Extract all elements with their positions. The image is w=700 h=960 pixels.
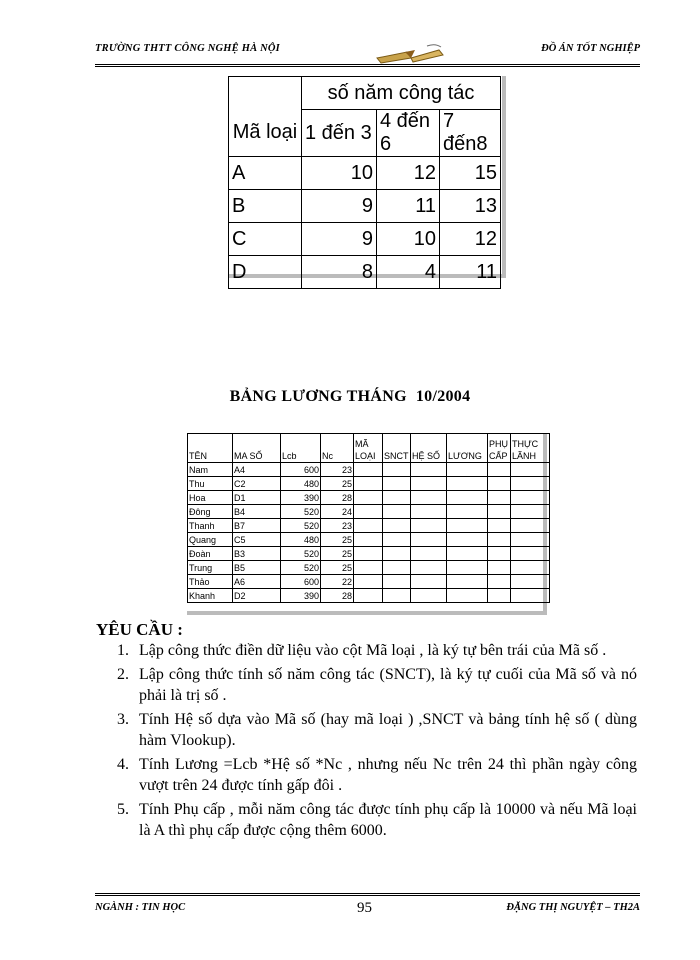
empty-cell: [447, 533, 488, 547]
salary-row: [188, 519, 550, 533]
empty-cell: [354, 561, 383, 575]
salary-lcb: 390: [281, 589, 321, 603]
requirement-text: Tính Hệ số dựa vào Mã số (hay mã loại ) ,SNCT và bảng tính hệ số ( dùng hàm Vlookup).: [139, 711, 637, 749]
salary-nc: 24: [321, 505, 354, 519]
salary-code: B4: [233, 505, 281, 519]
salary-lcb: 600: [281, 463, 321, 477]
empty-cell: [411, 491, 447, 505]
salary-table: [187, 433, 550, 603]
empty-cell: [447, 519, 488, 533]
empty-cell: [383, 589, 411, 603]
salary-name: Trung: [188, 561, 233, 575]
requirement-text: Lập công thức tính số năm công tác (SNCT), là ký tự cuối của Mã số và nó phải là trị số .: [139, 666, 637, 704]
empty-cell: [354, 491, 383, 505]
empty-cell: [354, 463, 383, 477]
empty-cell: [354, 575, 383, 589]
salary-row: [188, 491, 550, 505]
salary-nc: 25: [321, 561, 354, 575]
salary-lcb: 480: [281, 533, 321, 547]
empty-cell: [383, 533, 411, 547]
salary-lcb: 520: [281, 505, 321, 519]
book-icon: [375, 44, 445, 64]
requirement-text: Tính Lương =Lcb *Hệ số *Nc , nhưng nếu Nc trên 24 thì phần ngày công vượt trên 24 được tính gấp đôi .: [139, 756, 637, 794]
footer-divider: [95, 893, 640, 896]
rate-value: 8: [302, 256, 377, 289]
rate-table-col-header: 1 đến 3: [302, 110, 377, 157]
salary-name: Khanh: [188, 589, 233, 603]
salary-nc: 22: [321, 575, 354, 589]
salary-nc: 25: [321, 477, 354, 491]
footer-author: ĐẶNG THỊ NGUYỆT – TH2A: [506, 902, 640, 913]
salary-lcb: 480: [281, 477, 321, 491]
rate-code: C: [229, 223, 302, 256]
salary-title-text: BẢNG LƯƠNG THÁNG: [229, 388, 407, 405]
salary-col-header: Nc: [321, 434, 354, 463]
requirements-title: YÊU CẦU :: [96, 620, 183, 639]
empty-cell: [447, 547, 488, 561]
salary-row: [188, 463, 550, 477]
salary-code: D2: [233, 589, 281, 603]
empty-cell: [488, 519, 511, 533]
salary-col-header: SNCT: [383, 434, 411, 463]
salary-nc: 25: [321, 533, 354, 547]
rate-value: 9: [302, 223, 377, 256]
empty-cell: [411, 589, 447, 603]
requirement-item: [117, 799, 637, 841]
salary-row: [188, 533, 550, 547]
empty-cell: [383, 547, 411, 561]
rate-table-group-row: [229, 77, 501, 110]
empty-cell: [411, 533, 447, 547]
empty-cell: [488, 589, 511, 603]
salary-nc: 23: [321, 463, 354, 477]
empty-cell: [383, 505, 411, 519]
salary-col-header: HỆ SỐ: [411, 434, 447, 463]
requirement-item: [117, 709, 637, 751]
salary-code: A6: [233, 575, 281, 589]
empty-cell: [411, 547, 447, 561]
empty-cell: [511, 533, 550, 547]
salary-nc: 25: [321, 547, 354, 561]
page-footer: [95, 893, 640, 923]
empty-cell: [354, 533, 383, 547]
empty-cell: [411, 519, 447, 533]
rate-code: B: [229, 190, 302, 223]
salary-nc: 28: [321, 491, 354, 505]
empty-cell: [511, 547, 550, 561]
requirement-number: 1.: [117, 642, 129, 659]
salary-name: Thảo: [188, 575, 233, 589]
rate-value: 13: [440, 190, 501, 223]
empty-cell: [447, 491, 488, 505]
salary-code: B7: [233, 519, 281, 533]
empty-cell: [488, 575, 511, 589]
rate-table-col-header: 4 đến 6: [377, 110, 440, 157]
salary-nc: 23: [321, 519, 354, 533]
empty-cell: [383, 491, 411, 505]
rate-value: 4: [377, 256, 440, 289]
requirement-number: 4.: [117, 756, 129, 773]
empty-cell: [411, 477, 447, 491]
salary-col-header: PHỤ CẤP: [488, 434, 511, 463]
empty-cell: [354, 519, 383, 533]
empty-cell: [383, 575, 411, 589]
salary-code: A4: [233, 463, 281, 477]
salary-row: [188, 505, 550, 519]
empty-cell: [447, 589, 488, 603]
empty-cell: [488, 491, 511, 505]
empty-cell: [354, 505, 383, 519]
empty-cell: [447, 505, 488, 519]
empty-cell: [411, 561, 447, 575]
empty-cell: [354, 477, 383, 491]
salary-row: [188, 561, 550, 575]
rate-code: A: [229, 157, 302, 190]
salary-name: Đông: [188, 505, 233, 519]
empty-cell: [488, 463, 511, 477]
rate-value: 10: [302, 157, 377, 190]
empty-cell: [411, 575, 447, 589]
rate-value: 12: [440, 223, 501, 256]
rate-table-row: [229, 223, 501, 256]
empty-cell: [488, 477, 511, 491]
header-project: ĐỒ ÁN TỐT NGHIỆP: [541, 43, 640, 54]
salary-row: [188, 589, 550, 603]
empty-cell: [511, 519, 550, 533]
salary-title: [0, 388, 700, 406]
salary-name: Hoa: [188, 491, 233, 505]
empty-cell: [488, 561, 511, 575]
requirement-text: Lập công thức điền dữ liệu vào cột Mã loại , là ký tự bên trái của Mã số .: [139, 642, 607, 659]
table-shadow: [502, 76, 506, 278]
empty-cell: [511, 575, 550, 589]
page-number: 95: [357, 900, 372, 916]
salary-col-header: TÊN: [188, 434, 233, 463]
requirement-item: [117, 640, 637, 661]
empty-cell: [511, 505, 550, 519]
salary-col-header: LƯƠNG: [447, 434, 488, 463]
rate-value: 10: [377, 223, 440, 256]
empty-cell: [354, 589, 383, 603]
salary-header-row: [188, 434, 550, 463]
requirement-item: [117, 664, 637, 706]
rate-value: 15: [440, 157, 501, 190]
empty-cell: [447, 477, 488, 491]
salary-name: Thanh: [188, 519, 233, 533]
rate-value: 12: [377, 157, 440, 190]
salary-code: C2: [233, 477, 281, 491]
salary-code: C5: [233, 533, 281, 547]
requirement-number: 3.: [117, 711, 129, 728]
requirement-item: [117, 754, 637, 796]
empty-cell: [383, 561, 411, 575]
rate-table: [228, 76, 501, 289]
salary-lcb: 520: [281, 519, 321, 533]
empty-cell: [488, 533, 511, 547]
empty-cell: [511, 589, 550, 603]
rate-code: D: [229, 256, 302, 289]
requirement-number: 2.: [117, 666, 129, 683]
salary-row: [188, 477, 550, 491]
rate-table-row-header: Mã loại: [229, 110, 302, 157]
requirement-text: Tính Phụ cấp , mỗi năm công tác được tính phụ cấp là 10000 và nếu Mã loại là A thì phụ cấp được cộng thêm 6000.: [139, 801, 637, 839]
empty-cell: [447, 463, 488, 477]
empty-cell: [411, 463, 447, 477]
salary-name: Quang: [188, 533, 233, 547]
requirement-number: 5.: [117, 801, 129, 818]
rate-table-row: [229, 190, 501, 223]
empty-cell: [488, 505, 511, 519]
empty-cell: [511, 491, 550, 505]
salary-title-period: 10/2004: [415, 388, 471, 405]
empty-cell: [383, 463, 411, 477]
rate-table-row: [229, 256, 501, 289]
salary-nc: 28: [321, 589, 354, 603]
header-school: TRƯỜNG THTT CÔNG NGHỆ HÀ NỘI: [95, 43, 280, 54]
rate-table-header-row: [229, 110, 501, 157]
salary-name: Thu: [188, 477, 233, 491]
empty-cell: [511, 561, 550, 575]
salary-code: B3: [233, 547, 281, 561]
salary-lcb: 520: [281, 547, 321, 561]
rate-table-row: [229, 157, 501, 190]
empty-cell: [447, 575, 488, 589]
rate-table-col-header: 7 đến8: [440, 110, 501, 157]
empty-cell: [354, 547, 383, 561]
rate-table-group-header: số năm công tác: [302, 77, 501, 110]
rate-value: 11: [440, 256, 501, 289]
header-divider: [95, 64, 640, 67]
salary-col-header: Lcb: [281, 434, 321, 463]
rate-table-corner: [229, 77, 302, 110]
footer-major: NGÀNH : TIN HỌC: [95, 902, 186, 913]
salary-code: B5: [233, 561, 281, 575]
empty-cell: [511, 477, 550, 491]
salary-lcb: 390: [281, 491, 321, 505]
salary-col-header: MÃ LOẠI: [354, 434, 383, 463]
rate-value: 11: [377, 190, 440, 223]
empty-cell: [383, 477, 411, 491]
table-shadow: [187, 611, 547, 615]
empty-cell: [383, 519, 411, 533]
salary-row: [188, 575, 550, 589]
salary-col-header: THỰC LÃNH: [511, 434, 550, 463]
salary-name: Nam: [188, 463, 233, 477]
empty-cell: [447, 561, 488, 575]
empty-cell: [411, 505, 447, 519]
salary-col-header: MA SỐ: [233, 434, 281, 463]
salary-lcb: 600: [281, 575, 321, 589]
empty-cell: [488, 547, 511, 561]
salary-name: Đoàn: [188, 547, 233, 561]
page-header: [95, 36, 640, 66]
empty-cell: [511, 463, 550, 477]
salary-lcb: 520: [281, 561, 321, 575]
salary-code: D1: [233, 491, 281, 505]
requirements-list: [117, 640, 637, 844]
rate-value: 9: [302, 190, 377, 223]
salary-row: [188, 547, 550, 561]
